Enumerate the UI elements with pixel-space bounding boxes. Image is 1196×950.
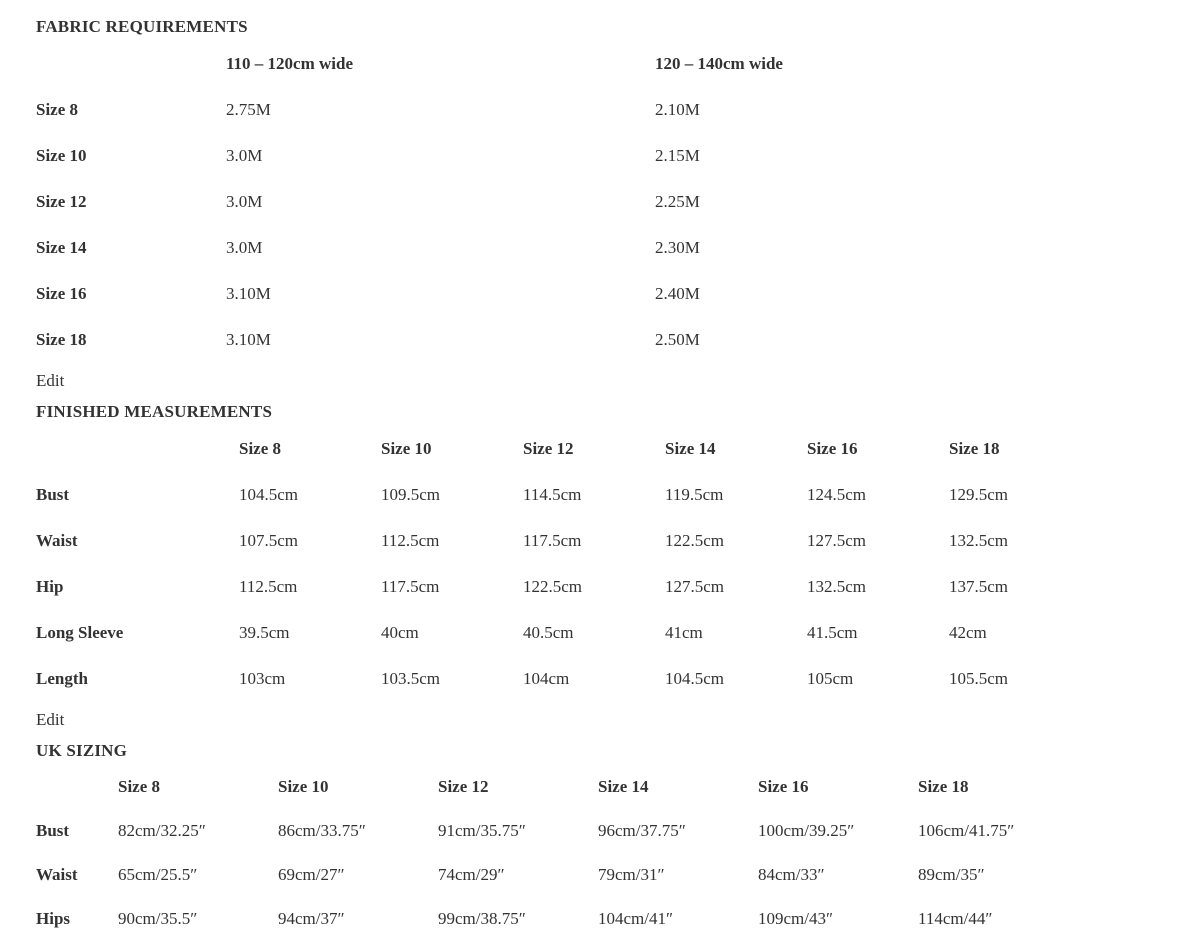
cell-value: 122.5cm: [665, 531, 725, 550]
cell-value: 104cm/41″: [598, 909, 674, 928]
cell-value: 117.5cm: [523, 531, 582, 550]
cell-value: 109.5cm: [381, 485, 441, 504]
cell-value: 2.30M: [655, 238, 700, 257]
cell-value: 107.5cm: [239, 531, 299, 550]
column-header-empty: [36, 426, 239, 472]
table-row: [36, 317, 1160, 363]
column-header: Size 16: [807, 439, 858, 458]
cell-value: 99cm/38.75″: [438, 909, 526, 928]
column-header: Size 8: [118, 777, 161, 796]
row-label: Length: [36, 669, 88, 688]
row-label: Waist: [36, 531, 78, 550]
cell-value: 86cm/33.75″: [278, 821, 366, 840]
finished-measurements-title: FINISHED MEASUREMENTS: [36, 402, 273, 421]
cell-value: 103cm: [239, 669, 286, 688]
cell-value: 40.5cm: [523, 623, 574, 642]
cell-value: 42cm: [949, 623, 987, 642]
column-header: Size 16: [758, 777, 809, 796]
table-row: [36, 656, 1160, 702]
cell-value: 132.5cm: [807, 577, 867, 596]
cell-value: 2.75M: [226, 100, 271, 119]
cell-value: 79cm/31″: [598, 865, 665, 884]
table-row: [36, 225, 1160, 271]
cell-value: 82cm/32.25″: [118, 821, 206, 840]
row-label: Hips: [36, 909, 71, 928]
fabric-requirements-title: FABRIC REQUIREMENTS: [36, 17, 248, 36]
finished-measurements-edit-row: [36, 710, 1160, 730]
table-row: [36, 897, 1160, 941]
finished-measurements-table: [36, 426, 1160, 702]
cell-value: 127.5cm: [807, 531, 867, 550]
cell-value: 114.5cm: [523, 485, 582, 504]
cell-value: 114cm/44″: [918, 909, 993, 928]
table-header-row: [36, 765, 1160, 809]
fabric-requirements-table: [36, 41, 1160, 363]
cell-value: 2.25M: [655, 192, 700, 211]
cell-value: 3.0M: [226, 192, 263, 211]
table-row: [36, 809, 1160, 853]
table-row: [36, 853, 1160, 897]
column-header-empty: [36, 765, 118, 809]
row-label: Size 14: [36, 238, 87, 257]
cell-value: 91cm/35.75″: [438, 821, 526, 840]
cell-value: 122.5cm: [523, 577, 583, 596]
row-label: Size 12: [36, 192, 87, 211]
cell-value: 105.5cm: [949, 669, 1009, 688]
row-label: Size 10: [36, 146, 87, 165]
cell-value: 3.10M: [226, 284, 271, 303]
row-label: Long Sleeve: [36, 623, 124, 642]
column-header: Size 12: [438, 777, 489, 796]
column-header: Size 10: [278, 777, 329, 796]
cell-value: 69cm/27″: [278, 865, 345, 884]
cell-value: 96cm/37.75″: [598, 821, 686, 840]
table-header-row: [36, 41, 1160, 87]
edit-link[interactable]: Edit: [36, 710, 65, 729]
cell-value: 105cm: [807, 669, 854, 688]
table-row: [36, 271, 1160, 317]
table-row: [36, 87, 1160, 133]
cell-value: 2.50M: [655, 330, 700, 349]
column-header: Size 18: [949, 439, 1000, 458]
column-header: Size 14: [598, 777, 649, 796]
cell-value: 112.5cm: [381, 531, 440, 550]
fabric-requirements-edit-row: [36, 371, 1160, 391]
column-header: Size 14: [665, 439, 716, 458]
row-label: Bust: [36, 821, 70, 840]
table-row: [36, 518, 1160, 564]
cell-value: 2.15M: [655, 146, 700, 165]
cell-value: 103.5cm: [381, 669, 441, 688]
row-label: Size 18: [36, 330, 87, 349]
section-finished-measurements: [36, 401, 1160, 730]
cell-value: 104.5cm: [239, 485, 299, 504]
column-header: Size 8: [239, 439, 282, 458]
cell-value: 132.5cm: [949, 531, 1009, 550]
cell-value: 2.40M: [655, 284, 700, 303]
row-label: Bust: [36, 485, 70, 504]
section-fabric-requirements: [36, 16, 1160, 391]
row-label: Hip: [36, 577, 64, 596]
column-header-empty: [36, 41, 226, 87]
cell-value: 2.10M: [655, 100, 700, 119]
cell-value: 137.5cm: [949, 577, 1009, 596]
cell-value: 127.5cm: [665, 577, 725, 596]
cell-value: 109cm/43″: [758, 909, 834, 928]
cell-value: 74cm/29″: [438, 865, 505, 884]
cell-value: 41cm: [665, 623, 703, 642]
table-row: [36, 472, 1160, 518]
cell-value: 3.10M: [226, 330, 271, 349]
cell-value: 3.0M: [226, 146, 263, 165]
cell-value: 100cm/39.25″: [758, 821, 855, 840]
row-label: Size 16: [36, 284, 87, 303]
cell-value: 65cm/25.5″: [118, 865, 198, 884]
cell-value: 104cm: [523, 669, 570, 688]
table-row: [36, 564, 1160, 610]
table-row: [36, 179, 1160, 225]
cell-value: 3.0M: [226, 238, 263, 257]
table-row: [36, 133, 1160, 179]
table-row: [36, 610, 1160, 656]
table-header-row: [36, 426, 1160, 472]
uk-sizing-title: UK SIZING: [36, 741, 128, 760]
cell-value: 106cm/41.75″: [918, 821, 1015, 840]
cell-value: 94cm/37″: [278, 909, 345, 928]
column-header: Size 12: [523, 439, 574, 458]
cell-value: 112.5cm: [239, 577, 298, 596]
cell-value: 39.5cm: [239, 623, 290, 642]
cell-value: 41.5cm: [807, 623, 858, 642]
section-uk-sizing: [36, 740, 1160, 941]
cell-value: 119.5cm: [665, 485, 724, 504]
cell-value: 104.5cm: [665, 669, 725, 688]
column-header: Size 10: [381, 439, 432, 458]
cell-value: 117.5cm: [381, 577, 440, 596]
cell-value: 89cm/35″: [918, 865, 985, 884]
edit-link[interactable]: Edit: [36, 371, 65, 390]
column-header: 110 – 120cm wide: [226, 54, 354, 73]
column-header: 120 – 140cm wide: [655, 54, 783, 73]
cell-value: 40cm: [381, 623, 419, 642]
cell-value: 129.5cm: [949, 485, 1009, 504]
uk-sizing-table: [36, 765, 1160, 941]
column-header: Size 18: [918, 777, 969, 796]
cell-value: 90cm/35.5″: [118, 909, 198, 928]
row-label: Waist: [36, 865, 78, 884]
cell-value: 84cm/33″: [758, 865, 825, 884]
row-label: Size 8: [36, 100, 79, 119]
cell-value: 124.5cm: [807, 485, 867, 504]
